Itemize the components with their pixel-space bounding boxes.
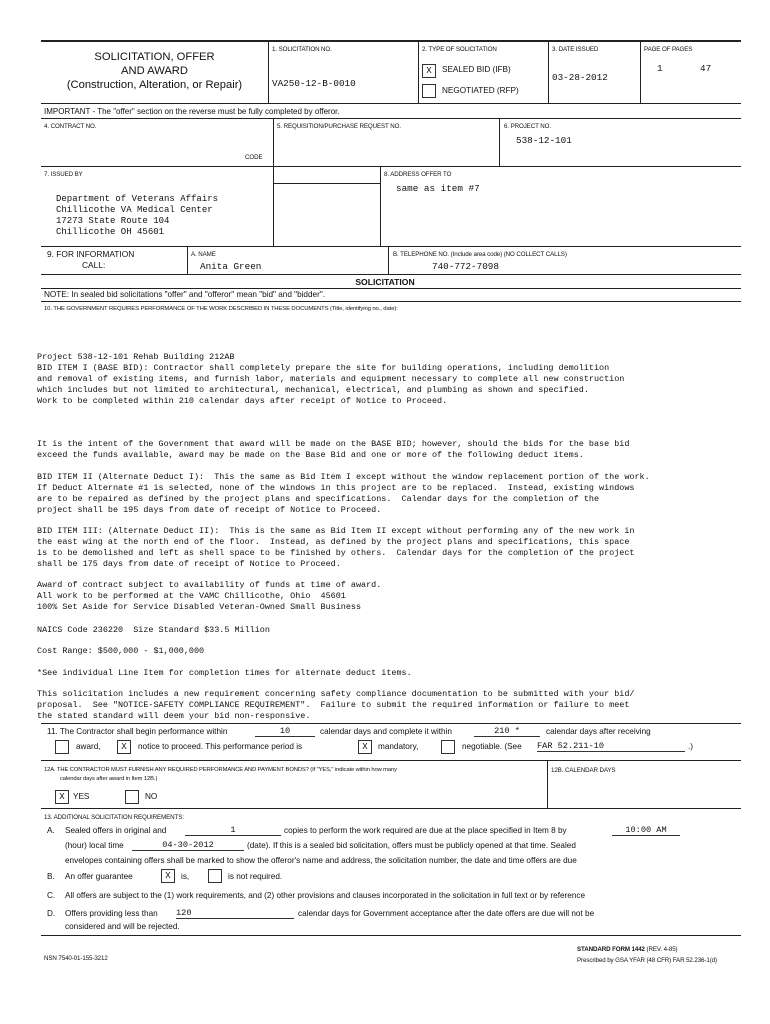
negotiated-label: NEGOTIATED (RFP) bbox=[442, 86, 519, 95]
prescribed-by: Prescribed by GSA YFAR (48 CFR) FAR 52.236-1(d) bbox=[577, 957, 717, 964]
item13c-text: All offers are subject to the (1) work requirements, and (2) other provisions and clauses incorporated in the solicitation in full text or by reference bbox=[65, 891, 586, 900]
form-number-bold: STANDARD FORM 1442 bbox=[577, 946, 645, 953]
header-bottom-rule bbox=[41, 103, 741, 104]
sealed-bid-label: SEALED BID (IFB) bbox=[442, 65, 511, 74]
total-pages: 47 bbox=[700, 63, 712, 74]
divider bbox=[380, 166, 381, 246]
begin-days: 10 bbox=[255, 726, 315, 737]
solicitation-no-label: 1. SOLICITATION NO. bbox=[272, 46, 332, 53]
form-title-line: (Construction, Alteration, or Repair) bbox=[66, 79, 243, 91]
item12b-label: 12B. CALENDAR DAYS bbox=[551, 767, 616, 774]
form-revision: (REV. 4-85) bbox=[646, 946, 678, 953]
description-paragraph: BID ITEM II (Alternate Deduct I): This the same as Bid Item I except without the window replacement portion of the work. If Deduct Alternate #1 is selected, none of the windows in this project are to be replaced. Instead, existing windows are to be repaired as defined by the project plans and specifications. Calendar days for the completion of the project shall be 195 days from date of receipt of Notice to Proceed. bbox=[37, 472, 650, 515]
item12a-label: calendar days after award in Item 12B.) bbox=[60, 776, 158, 782]
complete-days: 210 * bbox=[474, 726, 540, 737]
info-label: 9. FOR INFORMATION bbox=[47, 249, 135, 259]
item13d-text: Offers providing less than bbox=[65, 909, 158, 918]
rule bbox=[41, 723, 741, 724]
rule bbox=[41, 118, 741, 119]
item13a-text: (date). If this is a sealed bid solicitation, offers must be publicly opened at that time. Sealed bbox=[247, 841, 576, 850]
header-divider bbox=[548, 40, 549, 103]
description-paragraph: Award of contract subject to availability of funds at time of award. All work to be performed at the VAMC Chillicothe, Ohio 45601 100% Set Aside for Service Disabled Veteran-Owned Small Business bbox=[37, 580, 382, 612]
description-paragraph: Project 538-12-101 Rehab Building 212AB BID ITEM I (BASE BID): Contractor shall completely prepare the site for building operations, including demolition and removal of existing items, and furnish labor, materials and equipment necessary to complete all new construction which includes but not limited to architectural, mechanical, electrical, and plumbing as shown and specified. Work to be completed within 210 calendar days after receipt of Notice to Proceed. bbox=[37, 352, 625, 406]
description-paragraph: Cost Range: $500,000 - $1,000,000 bbox=[37, 646, 205, 656]
description-paragraph: *See individual Line Item for completion times for alternate deduct items. bbox=[37, 668, 412, 678]
info-label-call: CALL: bbox=[82, 260, 106, 270]
far-reference: FAR 52.211-10 bbox=[537, 741, 685, 752]
divider bbox=[187, 246, 188, 274]
item13-letter: B. bbox=[47, 872, 55, 881]
description-paragraph: BID ITEM III: (Alternate Deduct II): This is the same as Bid Item II except without performing any of the new work in the east wing at the north end of the floor. Instead, as defined by the project plans and specifications, this space is to be demolished and left as shell space to be finished by others. Calendar days for the completion of the project shall be 175 days from date of receipt of Notice to Proceed. bbox=[37, 526, 635, 569]
form-title bbox=[41, 50, 268, 92]
divider bbox=[499, 118, 500, 166]
date-issued: 03-28-2012 bbox=[552, 72, 608, 83]
code-box-rule bbox=[273, 183, 380, 184]
item11-text: calendar days after receiving bbox=[546, 727, 651, 736]
solicitation-no: VA250-12-B-0010 bbox=[272, 78, 356, 89]
type-label: 2. TYPE OF SOLICITATION bbox=[422, 46, 497, 53]
negotiable-checkbox[interactable] bbox=[441, 740, 455, 754]
important-note: IMPORTANT - The "offer" section on the reverse must be fully completed by offeror. bbox=[44, 107, 340, 116]
item13-letter: D. bbox=[47, 909, 56, 918]
address-offer-value: same as item #7 bbox=[396, 183, 480, 194]
form-title-line: SOLICITATION, OFFER bbox=[94, 51, 215, 63]
rule bbox=[41, 935, 741, 936]
bond-no-label: NO bbox=[145, 792, 158, 801]
address-line: Chillicothe OH 45601 bbox=[56, 227, 165, 237]
item11-text: 11. The Contractor shall begin performance within bbox=[47, 727, 228, 736]
description-paragraph: NAICS Code 236220 Size Standard $33.5 Million bbox=[37, 625, 270, 635]
rule bbox=[41, 760, 741, 761]
header-divider bbox=[640, 40, 641, 103]
bond-yes-label: YES bbox=[73, 792, 90, 801]
code-label: CODE bbox=[245, 154, 263, 161]
negotiable-label: negotiable. (See bbox=[462, 742, 522, 751]
bond-no-checkbox[interactable] bbox=[125, 790, 139, 804]
rule bbox=[41, 808, 741, 809]
item13-letter: C. bbox=[47, 891, 56, 900]
description-paragraph: It is the intent of the Government that award will be made on the BASE BID; however, should the bids for the base bid exceed the funds available, award may be made on the Base Bid and one or more of the following deduct items. bbox=[37, 439, 630, 460]
due-date: 04-30-2012 bbox=[132, 840, 244, 851]
contact-name: Anita Green bbox=[200, 261, 262, 272]
top-rule bbox=[41, 40, 741, 42]
item13-letter: A. bbox=[47, 826, 55, 835]
rule bbox=[41, 166, 741, 167]
project-no: 538-12-101 bbox=[516, 135, 572, 146]
issued-by-label: 7. ISSUED BY bbox=[44, 171, 83, 178]
nsn-number: NSN 7540-01-155-3212 bbox=[44, 955, 108, 962]
item13-label: 13. ADDITIONAL SOLICITATION REQUIREMENTS: bbox=[44, 814, 184, 821]
mandatory-label: mandatory, bbox=[378, 742, 419, 751]
divider bbox=[547, 760, 548, 808]
rule bbox=[41, 274, 741, 275]
mandatory-checkbox[interactable]: X bbox=[358, 740, 372, 754]
page-number: 1 bbox=[657, 63, 663, 74]
copies-count: 1 bbox=[185, 825, 281, 836]
rule bbox=[41, 246, 741, 247]
rule bbox=[41, 288, 741, 289]
form-title-line: AND AWARD bbox=[121, 65, 188, 77]
telephone-label: B. TELEPHONE NO. (Include area code) (NO COLLECT CALLS) bbox=[393, 251, 567, 258]
telephone: 740-772-7098 bbox=[432, 261, 499, 272]
award-checkbox[interactable] bbox=[55, 740, 69, 754]
address-line: Department of Veterans Affairs bbox=[56, 194, 219, 204]
header-divider bbox=[418, 40, 419, 103]
acceptance-days: 120 bbox=[176, 908, 294, 919]
date-issued-label: 3. DATE ISSUED bbox=[552, 46, 599, 53]
page-of-pages-label: PAGE OF PAGES bbox=[644, 46, 693, 53]
item13a-text: (hour) local time bbox=[65, 841, 124, 850]
form-number bbox=[577, 946, 678, 953]
negotiated-checkbox[interactable] bbox=[422, 84, 436, 98]
divider bbox=[273, 166, 274, 246]
item12a-label: 12A. THE CONTRACTOR MUST FURNISH ANY REQUIRED PERFORMANCE AND PAYMENT BONDS? (If "YES," indicate within how many bbox=[44, 767, 397, 773]
item13a-text: envelopes containing offers shall be marked to show the offeror's name and address, the solicitation number, the date and time offers are due bbox=[65, 856, 577, 865]
award-label: award, bbox=[76, 742, 101, 751]
item13d-text: calendar days for Government acceptance after the date offers are due will not be bbox=[298, 909, 595, 918]
item13a-text: Sealed offers in original and bbox=[65, 826, 167, 835]
name-label: A. NAME bbox=[191, 251, 216, 258]
divider bbox=[273, 118, 274, 166]
guarantee-not-label: is not required. bbox=[228, 872, 283, 881]
divider bbox=[388, 246, 389, 274]
item10-label: 10. THE GOVERNMENT REQUIRES PERFORMANCE OF THE WORK DESCRIBED IN THESE DOCUMENTS (Title, identifying no., date): bbox=[44, 306, 398, 312]
address-offer-label: 8. ADDRESS OFFER TO bbox=[384, 171, 452, 178]
contract-no-label: 4. CONTRACT NO. bbox=[44, 123, 97, 130]
solicitation-heading: SOLICITATION bbox=[355, 277, 415, 287]
issued-by-address bbox=[56, 194, 218, 238]
item13d-text: considered and will be rejected. bbox=[65, 922, 180, 931]
address-line: 17273 State Route 104 bbox=[56, 216, 170, 226]
due-time: 10:00 AM bbox=[612, 825, 680, 836]
requisition-label: 5. REQUISITION/PURCHASE REQUEST NO. bbox=[277, 123, 401, 130]
sealed-bid-checkbox[interactable]: X bbox=[422, 64, 436, 78]
address-line: Chillicothe VA Medical Center bbox=[56, 205, 213, 215]
guarantee-is-label: is, bbox=[181, 872, 190, 881]
item13a-text: copies to perform the work required are due at the place specified in Item 8 by bbox=[284, 826, 567, 835]
guarantee-not-checkbox[interactable] bbox=[208, 869, 222, 883]
rule bbox=[41, 301, 741, 302]
note: NOTE: In sealed bid solicitations "offer" and "offeror" mean "bid" and "bidder". bbox=[44, 290, 326, 299]
item11-close: .) bbox=[688, 742, 694, 751]
notice-checkbox[interactable]: X bbox=[117, 740, 131, 754]
header-divider bbox=[268, 40, 269, 103]
bond-yes-checkbox[interactable]: X bbox=[55, 790, 69, 804]
item11-text: calendar days and complete it within bbox=[320, 727, 452, 736]
project-no-label: 6. PROJECT NO. bbox=[504, 123, 551, 130]
notice-label: notice to proceed. This performance period is bbox=[138, 742, 303, 751]
description-paragraph: This solicitation includes a new requirement concerning safety compliance documentation to be submitted with your bid/ proposal. See "NOTICE-SAFETY COMPLIANCE REQUIREMENT". Failure to submit the required information or failure to meet the stated standard will deem your bid non-responsive. bbox=[37, 689, 635, 721]
item13b-text: An offer guarantee bbox=[65, 872, 133, 881]
guarantee-is-checkbox[interactable]: X bbox=[161, 869, 175, 883]
